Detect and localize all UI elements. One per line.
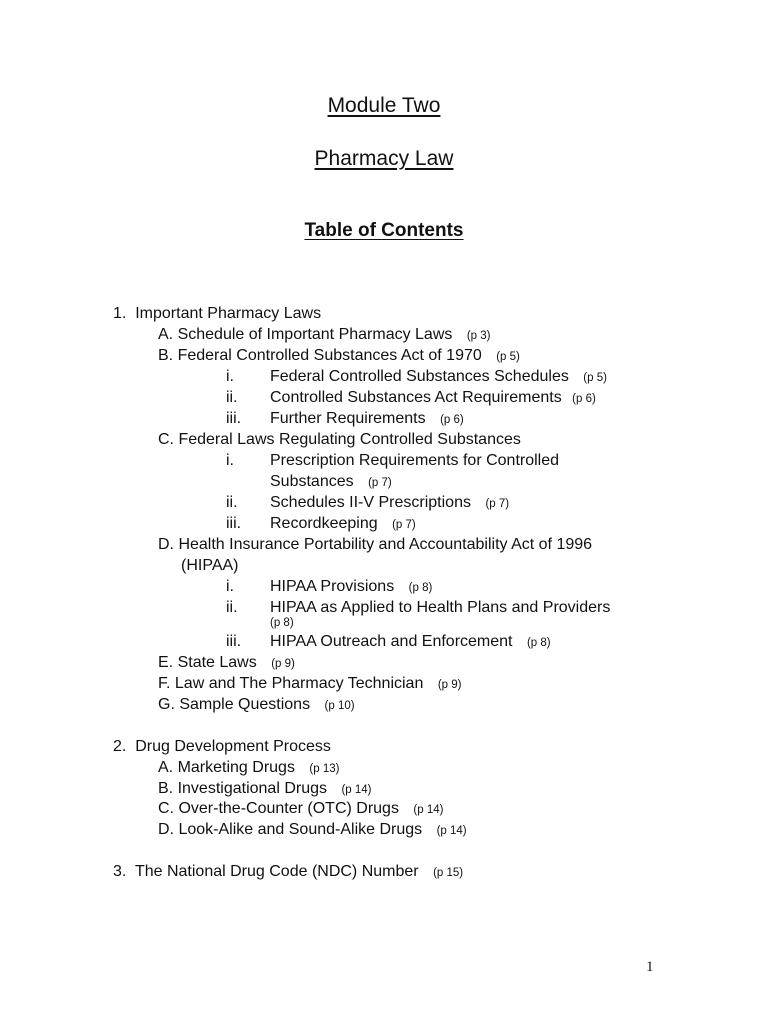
item-letter: D. [158,821,174,838]
sub-numeral: iii. [226,515,242,532]
toc-section-1[interactable] [113,304,321,324]
toc-item-2d[interactable] [158,820,467,841]
page-reference: (p 5) [496,351,520,363]
sub-title: Federal Controlled Substances Schedules [270,368,569,385]
page-reference: (p 7) [368,477,392,489]
page-reference: (p 8) [408,582,433,594]
sub-title: Schedules II-V Prescriptions [270,494,471,511]
module-title: Module Two [327,94,441,117]
toc-subitem-1c-iii[interactable] [226,514,416,535]
toc-subitem-1c-ii[interactable] [226,493,509,514]
sub-title-continued: Substances [270,473,354,490]
section-number: 3. [113,863,127,880]
sub-title: Further Requirements [270,410,426,427]
page-reference: (p 6) [440,414,464,426]
item-title: Marketing Drugs [177,759,295,776]
item-letter: F. [158,675,171,692]
toc-item-1b[interactable] [158,346,520,367]
sub-numeral: iii. [226,410,242,427]
page-reference: (p 15) [433,867,464,879]
toc-subitem-1d-i[interactable] [226,577,432,598]
sub-title: Recordkeeping [270,515,378,532]
toc-item-2a[interactable] [158,758,339,779]
page-reference: (p 7) [392,519,416,531]
item-letter: A. [158,326,174,343]
page-reference: (p 3) [466,330,491,342]
page-reference: (p 14) [341,784,372,796]
toc-item-1f[interactable] [158,674,461,695]
page-reference: (p 9) [271,658,295,670]
toc-heading: Table of Contents [304,220,464,241]
item-letter: E. [158,654,174,671]
sub-title: Controlled Substances Act Requirements [270,389,562,406]
sub-numeral: ii. [226,599,238,616]
sub-numeral: ii. [226,494,238,511]
sub-numeral: i. [226,368,234,385]
toc-subitem-1b-ii[interactable] [226,388,596,409]
page-reference: (p 10) [324,700,355,712]
toc-item-1d-continued[interactable] [181,556,238,576]
item-title: State Laws [177,654,257,671]
item-letter: C. [158,431,174,448]
sub-title: HIPAA Outreach and Enforcement [270,633,513,650]
section-number: 2. [113,738,127,755]
item-title: Law and The Pharmacy Technician [174,675,424,692]
toc-item-2b[interactable] [158,779,372,800]
item-title: Sample Questions [179,696,311,713]
page-reference: (p 7) [485,498,510,510]
item-title: Health Insurance Portability and Accountability Act of 1996 [178,536,593,553]
section-title: Drug Development Process [135,738,331,755]
page-reference: (p 14) [413,804,444,816]
subject-title: Pharmacy Law [314,147,454,170]
toc-section-3[interactable] [113,862,463,883]
item-letter: A. [158,759,174,776]
page-reference: (p 14) [436,825,467,837]
section-title: The National Drug Code (NDC) Number [134,863,419,880]
toc-item-1e[interactable] [158,653,295,674]
item-title-continued: (HIPAA) [181,557,239,574]
toc-subitem-1b-i[interactable] [226,367,607,388]
item-letter: G. [158,696,175,713]
page-reference: (p 5) [583,372,607,384]
toc-item-1a[interactable] [158,325,491,346]
section-number: 1. [113,305,127,322]
page-reference: (p 13) [309,763,340,775]
toc-subitem-1c-i[interactable] [226,451,559,471]
item-title: Look-Alike and Sound-Alike Drugs [178,821,423,838]
section-title: Important Pharmacy Laws [135,305,322,322]
toc-subitem-1c-i-continued[interactable] [270,472,392,493]
page-reference: (p 8) [526,637,551,649]
toc-section-2[interactable] [113,737,331,757]
item-title: Federal Laws Regulating Controlled Substances [178,431,521,448]
toc-subitem-1d-iii[interactable] [226,632,551,653]
toc-item-2c[interactable] [158,799,443,820]
item-title: Federal Controlled Substances Act of 1970 [177,347,482,364]
sub-numeral: i. [226,452,234,469]
toc-subitem-1b-iii[interactable] [226,409,464,430]
toc-subitem-1d-ii-page[interactable] [270,616,294,630]
toc-item-1g[interactable] [158,695,355,716]
item-title: Schedule of Important Pharmacy Laws [177,326,453,343]
item-letter: D. [158,536,174,553]
page-reference: (p 9) [437,679,462,691]
page-reference: (p 6) [572,393,596,405]
sub-numeral: ii. [226,389,238,406]
toc-subitem-1d-ii[interactable] [226,598,610,618]
item-title: Investigational Drugs [177,780,327,797]
sub-title: HIPAA Provisions [270,578,395,595]
item-letter: B. [158,347,174,364]
toc-item-1d[interactable] [158,535,592,555]
sub-numeral: iii. [226,633,242,650]
item-title: Over-the-Counter (OTC) Drugs [178,800,399,817]
toc-item-1c[interactable] [158,430,521,450]
sub-title: Prescription Requirements for Controlled [270,452,560,469]
item-letter: B. [158,780,174,797]
page-reference: (p 8) [270,617,294,629]
page-number: 1 [646,959,654,975]
item-letter: C. [158,800,174,817]
sub-title: HIPAA as Applied to Health Plans and Providers [270,599,611,616]
sub-numeral: i. [226,578,234,595]
